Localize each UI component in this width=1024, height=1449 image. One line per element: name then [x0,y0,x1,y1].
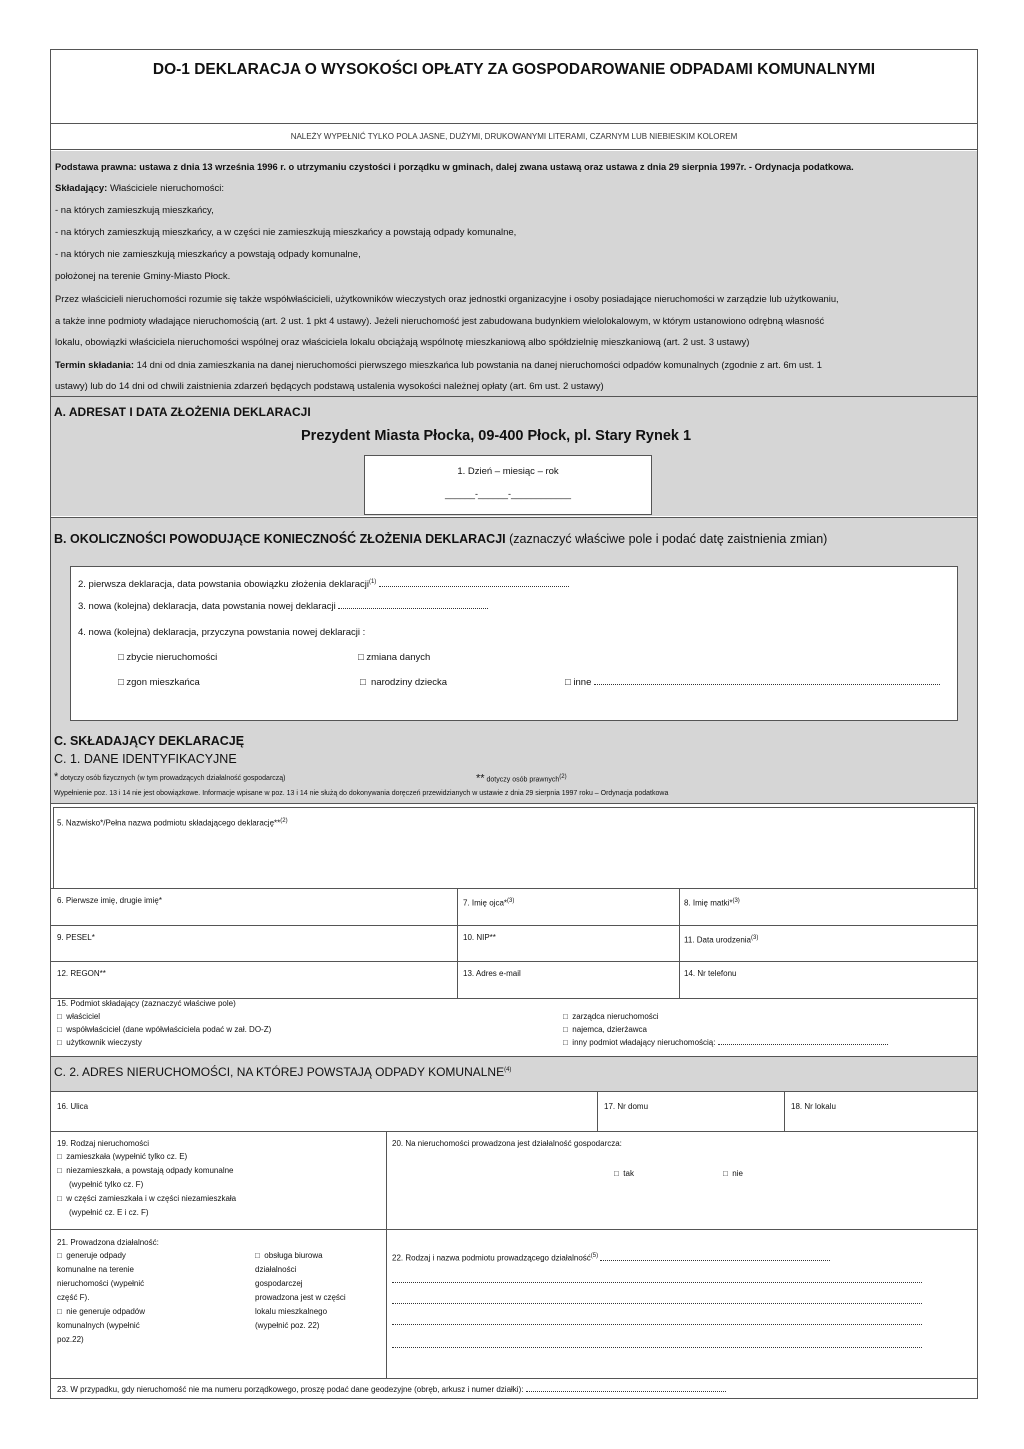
field-22-line-3[interactable] [392,1303,922,1304]
option-birth[interactable] [360,677,447,689]
f19-mixed-label: w części zamieszkała i w części niezamieszkała [66,1194,237,1203]
form-header [50,49,978,124]
field-11-label: 11. Data urodzenia [684,935,752,945]
section-c1-title: C. 1. DANE IDENTYFIKACYJNE [54,752,237,766]
option-other-field[interactable] [594,684,940,685]
legal-line-7: lokalu, obowiązki właściciela nieruchomości wspólnej oraz właściciela lokalu obciążają wspólnotę mieszkaniową albo spółdzielnię mieszkaniową (art. 2 ust. 3 ustawy) [55,337,750,348]
opt-coowner[interactable] [57,1024,271,1036]
field-5-footnote: (2) [280,818,288,824]
term-line-1 [55,359,822,371]
f19-residential-label: zamieszkała (wypełnić tylko cz. E) [66,1152,188,1161]
section-b-heading [54,532,827,547]
field-23-label: 23. W przypadku, gdy nieruchomość nie ma numeru porządkowego, proszę podać dane geodezyjne (obręb, arkusz i numer działki): [57,1385,524,1394]
opt-perpetual[interactable] [57,1037,142,1049]
field-22[interactable] [392,1250,830,1265]
section-b-title: B. OKOLICZNOŚCI POWODUJĄCE KONIECZNOŚĆ ZŁOŻENIA DEKLARACJI [54,532,506,546]
opt-manager[interactable] [563,1011,659,1023]
field-11-footnote: (3) [751,935,759,941]
f21-not-generates[interactable] [57,1306,145,1318]
opt-other-entity[interactable] [563,1037,888,1049]
f19-nonresidential[interactable] [57,1165,234,1177]
checkbox[interactable] [57,1307,62,1316]
field-9[interactable]: 9. PESEL* [57,933,95,942]
checkbox[interactable] [57,1038,62,1047]
item-3-label: 3. nowa (kolejna) deklaracja, data powstania nowej deklaracji [78,601,336,612]
checkbox[interactable] [563,1025,568,1034]
f19-mixed[interactable] [57,1193,236,1205]
section-b-note: (zaznaczyć właściwe pole i podać datę zaistnienia zmian) [509,532,828,546]
field-15-block [51,998,977,1056]
legal-line-4: położonej na terenie Gminy-Miasto Płock. [55,271,231,282]
checkbox[interactable] [57,1012,62,1021]
legal-info [51,151,977,396]
opt-owner-label: właściciel [66,1012,101,1021]
f21-b2: komunalnych (wypełnić [57,1321,140,1330]
section-a [51,396,977,516]
f19-residential[interactable] [57,1151,187,1163]
addressee: Prezydent Miasta Płocka, 09-400 Płock, pl. Stary Rynek 1 [301,428,692,444]
opt-tenant-label: najemca, dzierżawca [572,1025,647,1034]
field-22-footnote: (5) [590,1253,599,1259]
section-b [51,517,977,803]
item-2-label: 2. pierwsza deklaracja, data powstania obowiązku złożenia deklaracji [78,579,369,591]
f21-c4: prowadzona jest w części [255,1293,346,1302]
opt-other-entity-field[interactable] [718,1044,888,1045]
opt-other-entity-label: inny podmiot władający nieruchomością: [572,1038,716,1047]
checkbox[interactable] [563,1012,568,1021]
field-22-label: 22. Rodzaj i nazwa podmiotu prowadzącego działalność [392,1253,591,1263]
option-change-label: zmiana danych [366,652,431,663]
option-death-label: zgon mieszkańca [126,677,200,688]
field-22-line-1[interactable] [600,1260,830,1261]
opt-tenant[interactable] [563,1024,647,1036]
form-title: DO-1 DEKLARACJA O WYSOKOŚCI OPŁATY ZA GOSPODAROWANIE ODPADAMI KOMUNALNYMI [152,61,876,78]
f19-mixed-note: (wypełnić cz. E i cz. F) [69,1208,149,1217]
f21-c1: obsługa biurowa [264,1251,323,1260]
field-22-line-2[interactable] [392,1282,922,1283]
checkbox[interactable] [563,1038,568,1047]
option-sale[interactable] [118,652,217,664]
opt-coowner-label: współwłaściciel (dane wpółwłaściciela podać w zał. DO-Z) [66,1025,272,1034]
field-13[interactable]: 13. Adres e-mail [463,969,521,978]
f21-c2: działalności [255,1265,297,1274]
section-c-title: C. SKŁADAJĄCY DEKLARACJĘ [54,734,245,748]
field-8-label: 8. Imię matki* [684,898,733,908]
business-row [51,1230,977,1379]
note-dstar-text: dotyczy osób prawnych [486,776,560,784]
field-16[interactable]: 16. Ulica [57,1102,89,1111]
legal-line-5: Przez właścicieli nieruchomości rozumie się także współwłaścicieli, użytkowników wieczystych oraz jednostki organizacyjne i osoby posiadające nieruchomości w zarządzie lub użytkowaniu, [55,293,839,304]
f21-office[interactable] [255,1250,323,1262]
field-12[interactable]: 12. REGON** [57,969,106,978]
legal-line-1: - na których zamieszkują mieszkańcy, [55,205,214,216]
checkbox[interactable] [118,652,124,663]
f21-c6: (wypełnić poz. 22) [255,1321,320,1330]
checkbox[interactable] [57,1166,62,1175]
note-star: * dotyczy osób fizycznych (w tym prowadzących działalność gospodarczą) [54,771,286,783]
submitter-text: Właściciele nieruchomości: [109,183,224,194]
field-6[interactable]: 6. Pierwsze imię, drugie imię* [57,896,162,905]
term-label: Termin składania: [55,359,135,370]
option-birth-label: narodziny dziecka [371,677,448,688]
address-row [51,1092,977,1132]
f21-a1: generuje odpady [66,1251,126,1260]
note-dstar-footnote: (2) [559,774,567,780]
id-fields [51,803,977,998]
field-15-label: 15. Podmiot składający (zaznaczyć właściwe pole) [57,999,236,1008]
opt-perpetual-label: użytkownik wieczysty [66,1038,142,1047]
f21-c3: gospodarczej [255,1279,303,1288]
instruction-bar [50,124,978,150]
field-23-row [51,1379,977,1399]
checkbox[interactable] [57,1025,62,1034]
option-other[interactable] [565,677,940,689]
item-2[interactable] [78,576,569,591]
legal-line-2: - na których zamieszkują mieszkańcy, a w części nie zamieszkują mieszkańcy a powstają odpady komunalne, [55,227,517,238]
item-2-date-field[interactable] [379,586,569,587]
date-input[interactable]: ______-______-____________ [444,489,572,499]
field-17[interactable]: 17. Nr domu [604,1102,649,1111]
field-18[interactable]: 18. Nr lokalu [791,1102,836,1111]
field-14[interactable]: 14. Nr telefonu [684,969,737,978]
checkbox[interactable] [57,1194,62,1203]
field-10[interactable]: 10. NIP** [463,933,496,942]
item-3-date-field[interactable] [338,608,488,609]
field-22-line-5[interactable] [392,1347,922,1348]
opt-manager-label: zarządca nieruchomości [572,1012,659,1021]
field-8[interactable] [684,895,740,910]
opt-owner[interactable] [57,1011,100,1023]
option-change[interactable] [358,652,430,664]
checkbox[interactable] [358,652,364,663]
instruction-text: NALEŻY WYPEŁNIĆ TYLKO POLA JASNE, DUŻYMI, DRUKOWANYMI LITERAMI, CZARNYM LUB NIEBIESKIM KOLOREM [290,132,738,141]
field-8-footnote: (3) [732,898,740,904]
f20-no-label: nie [732,1169,743,1178]
checkbox[interactable] [118,677,124,688]
field-20-label: 20. Na nieruchomości prowadzona jest działalność gospodarcza: [392,1139,622,1148]
section-c2-header [51,1056,977,1092]
field-7-label: 7. Imię ojca* [463,898,508,908]
note-star-text: dotyczy osób fizycznych (w tym prowadzących działalność gospodarczą) [60,775,286,782]
section-c2-footnote: (4) [504,1067,512,1073]
section-a-title: A. ADRESAT I DATA ZŁOŻENIA DEKLARACJI [54,405,311,419]
date-box [364,455,652,515]
checkbox[interactable] [57,1152,62,1161]
submitter-label: Składający: [55,183,108,194]
f21-c5: lokalu mieszkalnego [255,1307,328,1316]
f21-a2: komunalne na terenie [57,1265,134,1274]
section-c2-title [54,1063,511,1080]
f20-yes[interactable] [614,1168,634,1180]
field-11[interactable] [684,932,758,947]
f20-no[interactable] [723,1168,743,1180]
checkbox[interactable] [565,677,571,688]
field-22-line-4[interactable] [392,1324,922,1325]
submitter-line [55,183,224,195]
field-7[interactable] [463,895,514,910]
f19-nonresidential-label: niezamieszkała, a powstają odpady komunalne [66,1166,234,1175]
option-sale-label: zbycie nieruchomości [126,652,218,663]
legal-basis: Podstawa prawna: ustawa z dnia 13 września 1996 r. o utrzymaniu czystości i porządku w gminach, dalej zwana ustawą oraz ustawa z dnia 29 sierpnia 1997r. - Ordynacja podatkowa. [55,162,854,172]
f21-a4: część F). [57,1293,90,1302]
f21-b3: poz.22) [57,1335,84,1344]
option-death[interactable] [118,677,200,689]
field-19-label: 19. Rodzaj nieruchomości [57,1139,150,1148]
field-7-footnote: (3) [507,898,515,904]
checkbox[interactable] [255,1251,260,1260]
note-dstar: ** dotyczy osób prawnych$^{(2)}$ [476,772,567,785]
f20-yes-label: tak [623,1169,634,1178]
property-type-row [51,1132,977,1230]
item-2-footnote: (1) [368,579,377,585]
field-23[interactable] [57,1384,726,1396]
checkbox[interactable] [57,1251,62,1260]
item-3[interactable] [78,601,488,613]
checkbox[interactable] [723,1169,728,1178]
field-5-label: 5. Nazwisko*/Pełna nazwa podmiotu składającego deklarację** [57,818,281,828]
field-21-label: 21. Prowadzona działalność: [57,1238,159,1247]
date-label: 1. Dzień – miesiąc – rok [457,466,559,477]
section-c2-title-text: C. 2. ADRES NIERUCHOMOŚCI, NA KTÓREJ POWSTAJĄ ODPADY KOMUNALNE [54,1065,505,1079]
option-other-label: inne [573,677,592,688]
checkbox[interactable] [614,1169,619,1178]
term-line-2: ustawy) lub do 14 dni od chwili zaistnienia zdarzeń będących podstawą ustalenia wysokości należnej opłaty (art. 6m ust. 2 ustawy) [55,381,604,392]
f19-nonresidential-note: (wypełnić tylko cz. F) [69,1180,144,1189]
field-23-field[interactable] [526,1391,726,1392]
legal-line-3: - na których nie zamieszkują mieszkańcy a powstają odpady komunalne, [55,249,361,260]
legal-line-6: a także inne podmioty władające nieruchomością (art. 2 ust. 1 pkt 4 ustawy). Jeżeli nieruchomość jest zabudowana budynkiem wielolokalowym, w którym ustanowiono odrębną własność [55,315,825,326]
note-fill: Wypełnienie poz. 13 i 14 nie jest obowiązkowe. Informacje wpisane w poz. 13 i 14 nie służą do dokonywania doręczeń przewidzianych w ustawie z dnia 29 sierpnia 1997 roku – Ordynacja podatkowa [54,790,669,797]
section-b-box [70,566,958,721]
item-4-label: 4. nowa (kolejna) deklaracja, przyczyna powstania nowej deklaracji : [78,627,366,638]
f21-b1: nie generuje odpadów [66,1307,146,1316]
term-text-1: 14 dni od dnia zamieszkania na danej nieruchomości pierwszego mieszkańca lub powstania na danej nieruchomości odpadów komunalnych (zgodnie z art. 6m ust. 1 [136,359,822,370]
f21-generates[interactable] [57,1250,126,1262]
checkbox[interactable] [360,677,366,688]
f21-a3: nieruchomości (wypełnić [57,1279,145,1288]
field-5[interactable] [57,815,288,830]
